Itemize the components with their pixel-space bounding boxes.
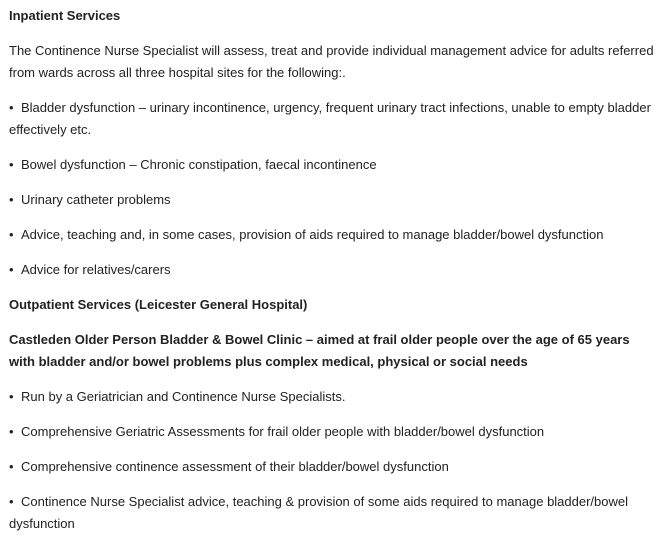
inpatient-bullet [9, 224, 657, 246]
clinic-description: Castleden Older Person Bladder & Bowel Clinic – aimed at frail older people over the age of 65 years with bladder and/or bowel problems plus complex medical, physical or social needs [9, 332, 630, 369]
inpatient-bullet-text: Bowel dysfunction – Chronic constipation, faecal incontinence [21, 157, 377, 172]
inpatient-bullet [9, 154, 657, 176]
inpatient-bullet-text: Advice, teaching and, in some cases, provision of aids required to manage bladder/bowel dysfunction [21, 227, 604, 242]
inpatient-intro: The Continence Nurse Specialist will assess, treat and provide individual management advice for adults referred from wards across all three hospital sites for the following:. [9, 43, 654, 80]
outpatient-bullet-text: Run by a Geriatrician and Continence Nurse Specialists. [21, 389, 346, 404]
outpatient-bullet [9, 491, 657, 535]
bullet-glyph: • [9, 100, 14, 115]
inpatient-bullet [9, 259, 657, 281]
bullet-glyph: • [9, 192, 14, 207]
inpatient-heading: Inpatient Services [9, 8, 121, 23]
bullet-glyph: • [9, 227, 14, 242]
inpatient-bullet [9, 97, 657, 141]
bullet-glyph: • [9, 459, 14, 474]
inpatient-bullet-text: Advice for relatives/carers [21, 262, 171, 277]
inpatient-bullet [9, 189, 657, 211]
outpatient-bullet [9, 386, 657, 408]
bullet-glyph: • [9, 494, 14, 509]
bullet-glyph: • [9, 389, 14, 404]
outpatient-bullet [9, 421, 657, 443]
inpatient-bullet-text: Bladder dysfunction – urinary incontinence, urgency, frequent urinary tract infections, unable to empty bladder effectively etc. [9, 100, 651, 137]
outpatient-bullet-text: Continence Nurse Specialist advice, teaching & provision of some aids required to manage bladder/bowel dysfunction [9, 494, 629, 531]
bullet-glyph: • [9, 262, 14, 277]
outpatient-bullet [9, 456, 657, 478]
bullet-glyph: • [9, 424, 14, 439]
outpatient-bullet-text: Comprehensive continence assessment of their bladder/bowel dysfunction [21, 459, 449, 474]
bullet-glyph: • [9, 157, 14, 172]
outpatient-bullet-text: Comprehensive Geriatric Assessments for frail older people with bladder/bowel dysfunction [21, 424, 545, 439]
inpatient-bullet-text: Urinary catheter problems [21, 192, 171, 207]
outpatient-heading: Outpatient Services (Leicester General Hospital) [9, 297, 308, 312]
